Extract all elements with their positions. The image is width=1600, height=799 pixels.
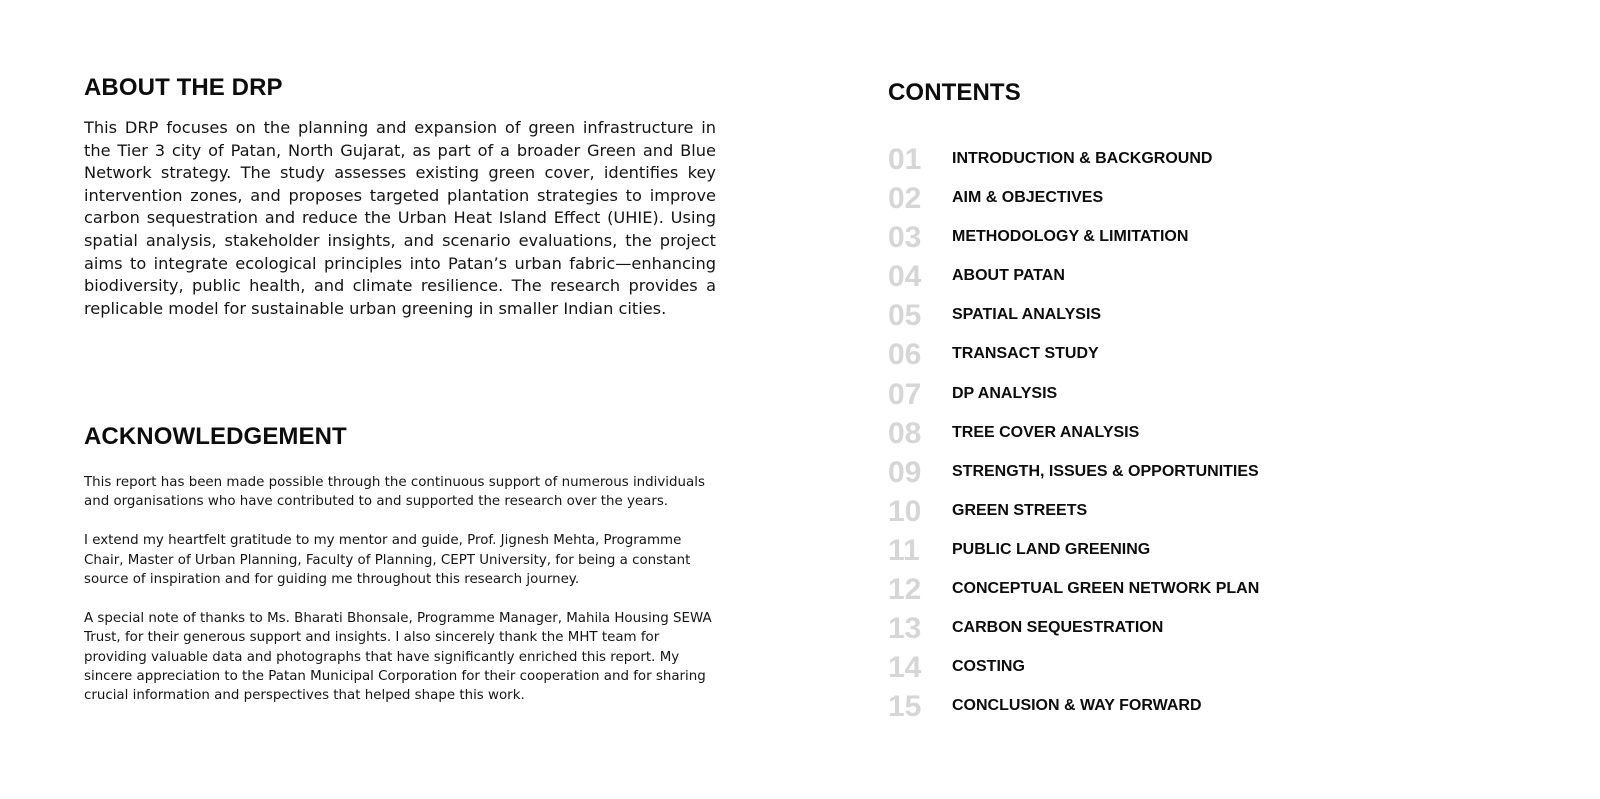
toc-item[interactable]	[888, 495, 1488, 534]
toc-item-title: PUBLIC LAND GREENING	[952, 540, 1151, 558]
toc-item-number: 15	[888, 690, 922, 724]
toc-item[interactable]	[888, 534, 1488, 573]
toc-item-title: COSTING	[952, 658, 1025, 676]
acknowledgement-paragraph: This report has been made possible through the continuous support of numerous individuals and organisations who have contributed to and supported the research over the years.	[84, 475, 705, 510]
toc-item-number: 07	[888, 377, 922, 411]
toc-item-title: TREE COVER ANALYSIS	[952, 423, 1140, 441]
acknowledgement-heading: ACKNOWLEDGEMENT	[84, 423, 347, 450]
toc-item-number: 03	[888, 221, 922, 255]
acknowledgement-paragraph: A special note of thanks to Ms. Bharati Bhonsale, Programme Manager, Mahila Housing SEWA Trust, for their generous support and insights. I also sincerely thank the MHT team for providing valuable data and photographs that have significantly enriched this report. My sincere appreciation to the Patan Municipal Corporation for their cooperation and for sharing crucial information and perspectives that helped shape this work.	[84, 610, 712, 704]
toc-item[interactable]	[888, 182, 1488, 221]
toc-item-number: 06	[888, 338, 922, 372]
toc-item-number: 13	[888, 612, 922, 646]
toc-item-title: STRENGTH, ISSUES & OPPORTUNITIES	[952, 462, 1259, 480]
toc-item[interactable]	[888, 143, 1488, 182]
toc-item-number: 02	[888, 182, 922, 216]
toc-item-number: 04	[888, 260, 922, 294]
toc-item[interactable]	[888, 299, 1488, 338]
toc-item[interactable]	[888, 378, 1488, 417]
toc-item-number: 10	[888, 494, 922, 528]
toc-item[interactable]	[888, 573, 1488, 612]
toc-item[interactable]	[888, 221, 1488, 260]
toc-item-number: 14	[888, 651, 922, 685]
toc-item[interactable]	[888, 690, 1488, 729]
toc-item-title: TRANSACT STUDY	[952, 345, 1099, 363]
toc-item[interactable]	[888, 612, 1488, 651]
table-of-contents	[888, 143, 1488, 729]
toc-item-title: GREEN STREETS	[952, 501, 1088, 519]
toc-item-title: AIM & OBJECTIVES	[952, 189, 1104, 207]
about-body: This DRP focuses on the planning and expansion of green infrastructure in the Tier 3 city of Patan, North Gujarat, as part of a broader Green and Blue Network strategy. The study assesses existing green cover, identifies key intervention zones, and proposes targeted plantation strategies to improve carbon sequestration and reduce the Urban Heat Island Effect (UHIE). Using spatial analysis, stakeholder insights, and scenario evaluations, the project aims to integrate ecological principles into Patan’s urban fabric—enhancing biodiversity, public health, and climate resilience. The research provides a replicable model for sustainable urban greening in smaller Indian cities.	[84, 118, 716, 318]
about-heading: ABOUT THE DRP	[84, 74, 283, 101]
toc-item[interactable]	[888, 456, 1488, 495]
toc-item-title: SPATIAL ANALYSIS	[952, 306, 1102, 324]
toc-item-number: 09	[888, 455, 922, 489]
toc-item-number: 11	[888, 533, 920, 567]
toc-item-number: 12	[888, 573, 922, 607]
toc-item[interactable]	[888, 260, 1488, 299]
acknowledgement-body	[84, 473, 716, 725]
toc-item-title: CARBON SEQUESTRATION	[952, 619, 1164, 637]
toc-item-title: CONCEPTUAL GREEN NETWORK PLAN	[952, 580, 1260, 598]
contents-heading: CONTENTS	[888, 79, 1021, 106]
toc-item-title: CONCLUSION & WAY FORWARD	[952, 697, 1202, 715]
toc-item-number: 01	[888, 143, 922, 176]
toc-item-title: DP ANALYSIS	[952, 384, 1058, 402]
toc-item[interactable]	[888, 651, 1488, 690]
toc-item-title: METHODOLOGY & LIMITATION	[952, 228, 1189, 246]
acknowledgement-paragraph: I extend my heartfelt gratitude to my mentor and guide, Prof. Jignesh Mehta, Programme Chair, Master of Urban Planning, Faculty of Planning, CEPT University, for being a constant source of inspiration and for guiding me throughout this research journey.	[84, 533, 691, 588]
toc-item-title: INTRODUCTION & BACKGROUND	[952, 150, 1213, 167]
toc-item-title: ABOUT PATAN	[952, 267, 1065, 285]
toc-item[interactable]	[888, 338, 1488, 377]
toc-item-number: 05	[888, 299, 922, 333]
toc-item-number: 08	[888, 416, 922, 450]
toc-item[interactable]	[888, 417, 1488, 456]
